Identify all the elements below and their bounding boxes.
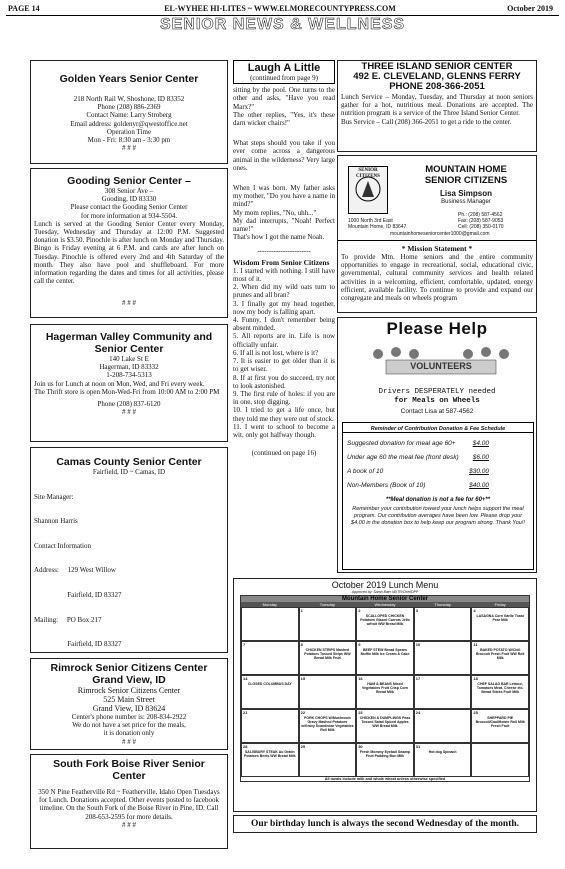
menu-center: Mountain Home Senior Center bbox=[241, 596, 529, 602]
wisdom-title: Wisdom From Senior Citizens bbox=[233, 257, 330, 267]
mh-address2: Mountain Home, ID 83647 bbox=[348, 224, 407, 230]
mountain-home-name2: SENIOR CITIZENS bbox=[424, 175, 508, 186]
fee-note: **Meal donation is not a fee for 60+** bbox=[385, 497, 491, 503]
laugh-column bbox=[233, 60, 335, 457]
laugh-separator: ----------------------- bbox=[257, 247, 311, 256]
hagerman-body1: Join us for Lunch at noon on Mon, Wed, and Fri every week. bbox=[34, 379, 205, 388]
mh-address1: 1000 North 3rd East bbox=[348, 218, 393, 224]
laugh-p3: What steps should you take if you ever come across a dangerous animal in the wilderness? Very large ones. bbox=[233, 139, 335, 172]
camas-line: Fairfield, ID 83327 bbox=[34, 640, 122, 649]
volunteers-banner: VOLUNTEERS bbox=[410, 361, 472, 371]
three-island-phone: PHONE 208-366-2051 bbox=[389, 81, 485, 92]
three-island-title: THREE ISLAND SENIOR CENTER bbox=[361, 61, 513, 72]
menu-day-cell bbox=[299, 675, 357, 709]
menu-day-number: 11 bbox=[473, 642, 478, 647]
camas-line: Contact Information bbox=[34, 541, 91, 550]
menu-day-cell bbox=[414, 709, 472, 743]
camas-line: Fairfield, ID 83327 bbox=[34, 591, 122, 600]
menu-day-number: 16 bbox=[358, 676, 363, 681]
golden-line: # # # bbox=[122, 144, 136, 153]
menu-footer: All meals include milk and whole wheat unless otherwise specified bbox=[324, 777, 446, 781]
menu-item-text: Hot dog Spinach bbox=[428, 750, 457, 754]
laugh-continued: (continued on page 16) bbox=[251, 449, 317, 458]
menu-day-number: 14 bbox=[243, 676, 248, 681]
laugh-title: Laugh A Little bbox=[247, 62, 321, 74]
menu-day-cell bbox=[471, 641, 529, 675]
three-island-p2: Bus Service – Call (208) 366-2051 to get a ride to the center. bbox=[341, 117, 512, 126]
golden-line: Email address: goldenyr@qwestoffice.net bbox=[70, 119, 188, 128]
gooding-line: Gooding, ID 83330 bbox=[101, 195, 157, 204]
menu-day-cell bbox=[356, 675, 414, 709]
menu-day-cell bbox=[241, 743, 299, 777]
three-island-box bbox=[337, 60, 537, 152]
help-line2: for Meals on Wheels bbox=[394, 397, 480, 405]
hagerman-title: Hagerman Valley Community and Senior Center bbox=[45, 331, 213, 355]
menu-day-cell bbox=[241, 709, 299, 743]
three-island-address: 492 E. CLEVELAND, GLENNS FERRY bbox=[353, 71, 521, 82]
please-help-title: Please Help bbox=[386, 319, 488, 338]
mission-text: To provide Mtn. Home seniors and the entire community opportunities to engage in recreational, social, educational civic, governmental, cultural community services and health related activities in a welcoming, efficient, comfortable, updated, energy efficient, available facility. To continue to provide and expand our congregate and meals on wheels program bbox=[341, 253, 533, 303]
hagerman-line: 140 Lake St E bbox=[109, 355, 149, 363]
camas-title: Camas County Senior Center bbox=[56, 456, 202, 468]
rimrock-box bbox=[30, 658, 228, 750]
menu-day-number: 1 bbox=[300, 608, 303, 613]
menu-day-cell bbox=[299, 607, 357, 641]
day-header: Wednesday bbox=[356, 602, 414, 607]
fee-row: Under age 60 the meal fee (front desk) $6.00 bbox=[347, 454, 489, 461]
camas-line: Site Manager: bbox=[34, 492, 74, 501]
rimrock-title: Rimrock Senior Citizens Center Grand View, ID bbox=[50, 662, 208, 686]
golden-line: Contact Name: Larry Stroberg bbox=[86, 111, 172, 120]
menu-day-cell bbox=[356, 743, 414, 777]
menu-day-cell bbox=[356, 607, 414, 641]
menu-day-cell bbox=[241, 675, 299, 709]
wisdom-item: 6. If all is not lost, where is it? bbox=[233, 348, 319, 357]
laugh-p6: My dad interrupts, "Noah! Perfect name!" bbox=[233, 216, 335, 234]
fee-schedule bbox=[342, 422, 534, 570]
wisdom-item: 2. When did my wild oats turn to prunes and all bran? bbox=[233, 283, 335, 300]
please-help-box bbox=[337, 317, 537, 573]
menu-day-number: 29 bbox=[300, 744, 306, 749]
menu-day-cell bbox=[241, 607, 299, 641]
golden-line: Mon - Fri: 8:30 am - 3:30 pm bbox=[87, 136, 171, 145]
golden-line: Phone (208) 886-2369 bbox=[97, 103, 161, 112]
menu-item-text: HAM & BEANS Mixed Vegetables Fruit Crisp Corn Bread Milk bbox=[361, 682, 409, 694]
gooding-box bbox=[30, 168, 228, 318]
menu-item-text: CHEF SALAD BAR Lettuce, Tomatoes Meat, Cheese etc. Bread Sticks Fruit Milk bbox=[476, 682, 524, 694]
menu-item-text: CLOSED COLUMBUS DAY bbox=[247, 682, 292, 686]
menu-day-cell bbox=[299, 641, 357, 675]
menu-approved: Approved by: Sarah Baer NDTR/Chef/DPP bbox=[351, 590, 419, 594]
laugh-p2: The other replies, "Yes, it's these darn wicker chairs!" bbox=[233, 110, 335, 128]
hagerman-end: # # # bbox=[122, 408, 136, 417]
menu-day-cell bbox=[471, 675, 529, 709]
gooding-line: 308 Senior Ave – bbox=[104, 187, 154, 195]
wisdom-item: 7. It is easier to get older than it is to get wiser. bbox=[233, 357, 335, 374]
wisdom-item: 11. I went to school to become a wit, only got halfway though. bbox=[233, 422, 335, 439]
day-header: Tuesday bbox=[299, 602, 357, 607]
camas-line: Shannon Harris bbox=[34, 517, 78, 526]
menu-day-cell bbox=[356, 641, 414, 675]
day-header: Monday bbox=[241, 602, 299, 607]
menu-day-cell bbox=[356, 709, 414, 743]
hagerman-phone: Phone (208) 837-6120 bbox=[97, 400, 161, 409]
southfork-title: South Fork Boise River Senior Center bbox=[53, 758, 205, 782]
menu-day-number: 22 bbox=[300, 710, 306, 715]
contact-role: Business Manager bbox=[441, 199, 491, 205]
divider bbox=[338, 240, 536, 241]
publication-line: EL-WYHEE HI-LITES ~ WWW.ELMORECOUNTYPRESS.COM bbox=[164, 4, 396, 13]
help-line1: Drivers DESPERATELY needed bbox=[378, 388, 496, 396]
rimrock-line: Center's phone number is: 208-834-2922 bbox=[71, 713, 187, 721]
page-number: PAGE 14 bbox=[8, 4, 40, 13]
hagerman-line: Hagerman, ID 83332 bbox=[99, 363, 159, 372]
gooding-line: for more information at 934-5504. bbox=[80, 211, 178, 220]
laugh-p7: That's how I got the name Noah. bbox=[233, 233, 325, 242]
logo-text: SENIOR CITIZENS bbox=[356, 168, 380, 179]
menu-day-number: 10 bbox=[415, 642, 421, 647]
menu-day-number: 18 bbox=[473, 676, 478, 681]
menu-item-text: PORK CHOPS W/Mushroom Gravy Mashed Potatoes w/Gravy Scandivian Vegetables Roll Milk bbox=[301, 716, 354, 732]
senior-citizens-logo bbox=[348, 166, 388, 214]
camas-sub: Fairfield, ID ~ Camas, ID bbox=[92, 468, 166, 476]
menu-day-cell bbox=[241, 641, 299, 675]
camas-line: Address: 129 West Willow bbox=[34, 566, 116, 575]
menu-day-number: 15 bbox=[300, 676, 306, 681]
gooding-title: Gooding Senior Center – bbox=[67, 175, 191, 187]
menu-day-number: 7 bbox=[243, 642, 246, 647]
laugh-p1: sitting by the pool. One turns to the other and asks, "Have you read Marx?" bbox=[233, 86, 335, 111]
menu-day-number: 2 bbox=[358, 608, 361, 613]
mh-fax: Fax: (208) 587-9053 bbox=[458, 218, 504, 224]
menu-day-number: 9 bbox=[358, 642, 361, 647]
volunteers-graphic bbox=[366, 344, 516, 384]
fee-row: Non-Members (Book of 10) $40.00 bbox=[347, 482, 489, 489]
wisdom-item: 4. Funny, I don't remember being absent minded. bbox=[233, 316, 335, 333]
mission-title: * Mission Statement * bbox=[401, 244, 473, 253]
menu-item-text: SHEPPARD PIE Broccoli/Cauliflower Roll Milk Fresh Fruit bbox=[475, 716, 525, 728]
menu-item-text: Fresh Mommy Eyeball Swamp Fruit Pudding Bun Milk bbox=[359, 750, 411, 758]
menu-title: October 2019 Lunch Menu bbox=[331, 580, 439, 590]
menu-item-text: BEEF STEW Bread Spears Muffin Milk Ice Cream & Cake bbox=[360, 648, 410, 656]
menu-day-number: 3 bbox=[415, 608, 419, 613]
day-header: Thursday bbox=[414, 602, 472, 607]
golden-years-box bbox=[30, 60, 228, 164]
hagerman-body2: The Thrift store is open Mon-Wed-Fri from 10:00 AM to 2:00 PM bbox=[34, 387, 220, 396]
day-header: Friday bbox=[471, 602, 529, 607]
three-island-p1: Lunch Service – Monday, Tuesday, and Thursday at noon seniors gather for a hot, nutritious meal. Donations are accepted. The nutrition program is a service of the Three Island Senior Center. bbox=[341, 93, 533, 118]
menu-day-number: 8 bbox=[300, 642, 303, 647]
laugh-p5: My mom replies, "No, uhh..." bbox=[233, 208, 317, 217]
menu-day-number: 17 bbox=[415, 676, 421, 681]
fee-row: A book of 10 $30.00 bbox=[347, 468, 489, 475]
menu-day-cell bbox=[471, 743, 529, 777]
help-line3: Contact Lisa at 587-4562 bbox=[400, 408, 474, 415]
menu-day-number: 21 bbox=[243, 710, 248, 715]
rimrock-line: 525 Main Street bbox=[103, 695, 155, 704]
rimrock-line: Rimrock Senior Citizens Center bbox=[77, 686, 181, 695]
contact-person: Lisa Simpson bbox=[439, 189, 492, 198]
fee-schedule-title: Reminder of Contribution Donation & Fee Schedule bbox=[343, 423, 533, 433]
menu-day-number: 30 bbox=[358, 744, 363, 749]
laugh-cont: (continued from page 9) bbox=[250, 74, 318, 82]
lunch-menu-box bbox=[233, 578, 537, 812]
wisdom-item: 10. I tried to get a life once, but they told me they were out of stock. bbox=[233, 406, 335, 423]
menu-item-text: SCALLOPED CHICKEN Potatoes Glazed Carrots Jello w/fruit WW Bread Milk bbox=[360, 614, 410, 626]
menu-day-number: 28 bbox=[243, 744, 248, 749]
menu-item-text: SALISBURY STEAK Au Gratin Potatoes Beets WW Bread Milk bbox=[244, 750, 296, 758]
mh-cell: Cell: (208) 350-0170 bbox=[458, 224, 504, 230]
menu-day-cell bbox=[299, 743, 357, 777]
menu-day-cell bbox=[471, 709, 529, 743]
menu-item-text: CHICKEN & DUMPLINGS Peas Tossed Salad Spiced Apples WW Bread Milk bbox=[359, 716, 411, 728]
menu-day-number: 4 bbox=[473, 608, 476, 613]
menu-day-number: 25 bbox=[473, 710, 478, 715]
laugh-p4: When I was born. My father asks my mother, "Do you have a name in mind?" bbox=[233, 184, 335, 209]
menu-day-cell bbox=[414, 641, 472, 675]
southfork-body: 350 N Pine Featherville Rd ~ Featherville, Idaho Open Tuesdays for Lunch. Donations accepted. Other events posted to facebook timeline. On the South Fork of the Boise River in Pine, ID. Call 208-653-2595 for more details. bbox=[38, 788, 220, 821]
menu-day-number: 31 bbox=[415, 744, 421, 749]
menu-day-number: 24 bbox=[415, 710, 421, 715]
mountain-home-name1: MOUNTAIN HOME bbox=[425, 164, 507, 175]
wisdom-item: 9. The first rule of holes: if you are in one, stop digging. bbox=[233, 389, 335, 407]
rimrock-line: it is donation only bbox=[103, 729, 155, 738]
remember-text: Remember your contribution toward your lunch helps support the meal program. Our contribution averages have been low. Please drop your $4.00 in the donation box to help keep our program strong. Thank You!! bbox=[351, 506, 525, 526]
gooding-end: # # # bbox=[122, 299, 136, 308]
rimrock-line: Grand View, ID 83624 bbox=[92, 704, 166, 713]
menu-day-cell bbox=[414, 743, 472, 777]
menu-item-text: BAKED POTATO W/Chili Broccoli Fresh Fruit WW Roll Milk bbox=[475, 648, 525, 660]
golden-years-title: Golden Years Senior Center bbox=[59, 73, 199, 85]
wisdom-item: 1. I started with nothing. I still have most of it. bbox=[233, 266, 335, 284]
menu-day-cell bbox=[471, 607, 529, 641]
menu-day-cell bbox=[299, 709, 357, 743]
fee-row: Suggested donation for meal age 60+ $4.00 bbox=[347, 440, 489, 447]
hagerman-box bbox=[30, 324, 228, 442]
gooding-line: Please contact the Gooding Senior Center bbox=[70, 203, 188, 212]
section-title: SENIOR NEWS & WELLNESS bbox=[159, 16, 406, 33]
mh-email: mountainhomeseniorcenter1000@gmail.com bbox=[390, 231, 490, 237]
menu-day-cell bbox=[414, 675, 472, 709]
rimrock-line: # # # bbox=[122, 737, 136, 746]
menu-day-number: 23 bbox=[358, 710, 363, 715]
camas-box bbox=[30, 447, 228, 653]
wisdom-item: 8. If at first you do succeed, try not to look astonished. bbox=[233, 373, 335, 390]
birthday-note: Our birthday lunch is always the second Wednesday of the month. bbox=[250, 819, 520, 829]
menu-grid bbox=[241, 607, 529, 777]
mh-phone: Ph.: (208) 587-4562 bbox=[458, 212, 503, 218]
golden-line: 218 North Rail W, Shoshone, ID 83352 bbox=[73, 95, 185, 103]
southfork-box bbox=[30, 754, 228, 849]
golden-line: Operation Time bbox=[106, 127, 152, 136]
menu-item-text: CHICKEN STRIPS Mashed Potatoes Tossed Strips WW Bread Milk Fruit bbox=[304, 648, 351, 660]
rimrock-line: We do not have a set price for the meals, bbox=[72, 721, 186, 730]
camas-line: Mailing: PO Box 217 bbox=[34, 615, 102, 624]
mountain-home-box bbox=[337, 155, 537, 313]
gooding-body: Lunch is served at the Gooding Senior Center every Monday, Tuesday, Wednesday and Thursday at 12:00 P.M. Suggested donation is $3.50. Pinochle is after lunch on Monday and Thursday. Bingo is Friday evening at 6 P.M. and cards are after lunch on Tuesday. Pinochle is offered every 2nd and 4th Saturday of the month. They also have pool and shuffleboard. For more information regarding the dates and times for all activities, please call the center. bbox=[34, 219, 224, 286]
wisdom-item: 5. All reports are in. Life is now officially unfair. bbox=[233, 332, 335, 349]
birthday-box bbox=[233, 815, 537, 833]
southfork-end: # # # bbox=[122, 820, 136, 829]
wisdom-item: 3. I finally got my head together, now my body is falling apart. bbox=[233, 299, 335, 316]
menu-item-text: LASAGNA Corn Garlic Toast Pear Milk bbox=[476, 614, 524, 622]
hagerman-line: 1-208-734-5313 bbox=[106, 371, 152, 380]
menu-day-cell bbox=[414, 607, 472, 641]
issue-date: October 2019 bbox=[507, 4, 553, 13]
